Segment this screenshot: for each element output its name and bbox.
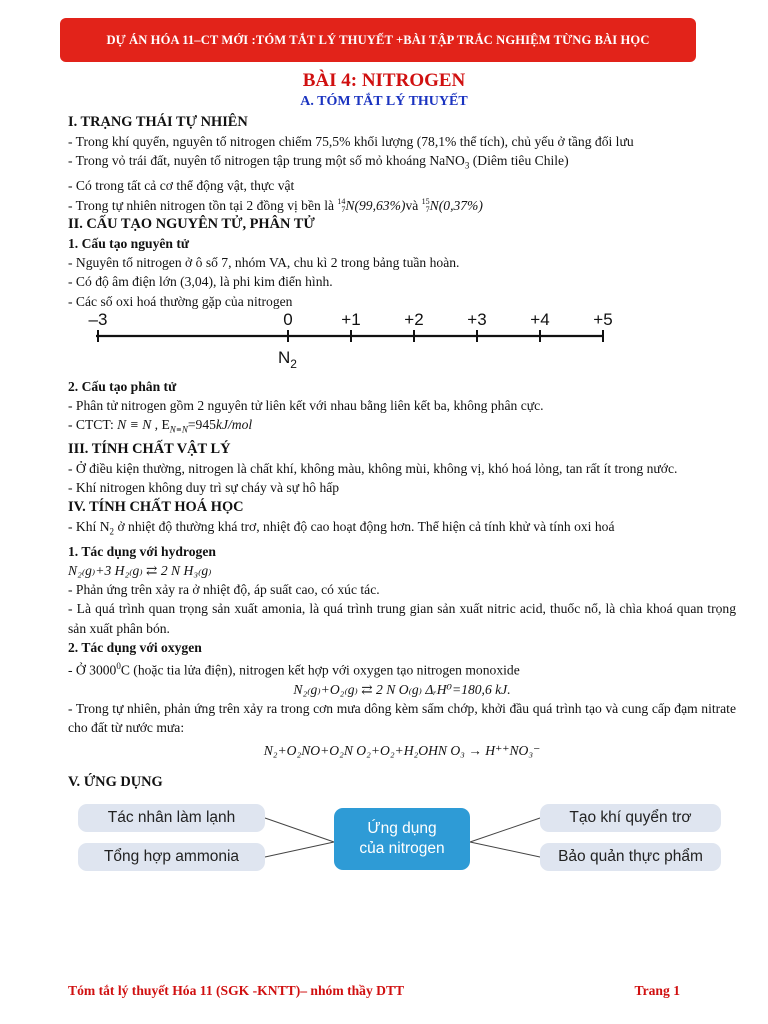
equation-ammonia: N₂₍g₎+3 H₂₍g₎ ⇄ 2 N H₃₍g₎ bbox=[68, 563, 212, 579]
paragraph: - Là quá trình quan trọng sản xuất amonia, là quá trình trung gian sản xuất nitric acid, thuốc nổ, là chìa khoá quan trọng sản xuất phân bón. bbox=[68, 601, 736, 636]
page-footer bbox=[68, 983, 680, 999]
n2-label: $N_2$ bbox=[278, 347, 297, 371]
paragraph: - Trong khí quyển, nguyên tố nitrogen chiếm 75,5% khối lượng (78,1% thể tích), chủ yếu ở tầng đối lưu bbox=[68, 134, 634, 150]
paragraph-structural-formula: - CTCT: N ≡ N , $E_{N\equiv N}=945kJ$/mol bbox=[68, 417, 253, 435]
oxidation-state-label: +2 bbox=[404, 312, 424, 329]
oxidation-state-label: –3 bbox=[88, 312, 108, 329]
oxidation-state-label: +1 bbox=[341, 312, 361, 329]
paragraph: - Có trong tất cả cơ thể động vật, thực vật bbox=[68, 178, 295, 194]
app-box-inert-atmosphere: Tạo khí quyển trơ bbox=[540, 804, 721, 832]
section-heading-structure: II. CẤU TẠO NGUYÊN TỬ, PHÂN TỬ bbox=[68, 215, 315, 232]
section-heading-chemical: IV. TÍNH CHẤT HOÁ HỌC bbox=[68, 498, 244, 515]
section-heading-applications: V. ỨNG DỤNG bbox=[68, 773, 163, 790]
section-heading-natural-state: I. TRẠNG THÁI TỰ NHIÊN bbox=[68, 114, 248, 130]
subheading-oxygen: 2. Tác dụng với oxygen bbox=[68, 639, 202, 655]
equation-nitrate: N₂+O₂NO+O₂N O₂+O₂+H₂OHN O₃ → H⁺⁺NO₃⁻ bbox=[263, 743, 541, 759]
document-body bbox=[68, 113, 736, 880]
oxidation-state-label: +4 bbox=[530, 312, 550, 329]
footer-page-number: Trang 1 bbox=[634, 983, 680, 998]
app-center-box bbox=[334, 808, 470, 870]
subheading-molecule: 2. Cấu tạo phân tử bbox=[68, 378, 177, 394]
paragraph: - Khí $N_2$ ở nhiệt độ thường khá trơ, nhiệt độ cao hoạt động hơn. Thể hiện cả tính khử và tính oxi hoá bbox=[68, 518, 615, 537]
applications-diagram bbox=[68, 798, 736, 880]
footer-left: Tóm tắt lý thuyết Hóa 11 (SGK -KNTT)– nhóm thầy DTT bbox=[68, 983, 405, 998]
paragraph: - Trong vỏ trái đất, nuyên tố nitrogen tập trung một số mỏ khoáng NaNO$_3$ (Diêm tiêu Chile) bbox=[68, 153, 569, 172]
paragraph: - Ở điều kiện thường, nitrogen là chất khí, không màu, không mùi, không vị, khó hoá lỏng, tan rất ít trong nước. bbox=[68, 461, 678, 477]
paragraph: - Phân tử nitrogen gồm 2 nguyên tử liên kết với nhau bằng liên kết ba, không phân cực. bbox=[68, 397, 544, 413]
header-banner: DỰ ÁN HÓA 11–CT MỚI :TÓM TẮT LÝ THUYẾT +BÀI TẬP TRẮC NGHIỆM TỪNG BÀI HỌC bbox=[60, 18, 696, 62]
subheading-hydrogen: 1. Tác dụng với hydrogen bbox=[68, 543, 216, 559]
oxidation-number-line bbox=[68, 313, 736, 371]
page-title: BÀI 4: NITROGEN bbox=[302, 70, 466, 91]
paragraph: - Phản ứng trên xảy ra ở nhiệt độ, áp suất cao, có xúc tác. bbox=[68, 582, 380, 598]
paragraph: - Ở 3000$^0$C (hoặc tia lửa điện), nitrogen kết hợp với oxygen tạo nitrogen monoxide bbox=[68, 661, 520, 678]
center-line-1: Ứng dụng bbox=[367, 819, 437, 837]
paragraph: - Các số oxi hoá thường gặp của nitrogen bbox=[68, 293, 293, 309]
app-box-refrigerant: Tác nhân làm lạnh bbox=[78, 804, 265, 832]
paragraph-isotopes: - Trong tự nhiên nitrogen tồn tại 2 đồng vị bền là 14 7N(99,63%)và 15 7N(0,37%) bbox=[68, 197, 483, 215]
paragraph: - Khí nitrogen không duy trì sự cháy và sự hô hấp bbox=[68, 480, 340, 496]
oxidation-state-label: +5 bbox=[593, 312, 613, 329]
oxidation-state-label: +3 bbox=[467, 312, 487, 329]
paragraph: - Nguyên tố nitrogen ở ô số 7, nhóm VA, chu kì 2 trong bảng tuần hoàn. bbox=[68, 255, 460, 271]
paragraph: - Có độ âm điện lớn (3,04), là phi kim điển hình. bbox=[68, 274, 333, 290]
center-line-2: của nitrogen bbox=[359, 839, 445, 857]
subheading-atom: 1. Cấu tạo nguyên tử bbox=[68, 235, 190, 251]
oxidation-number-line-svg bbox=[68, 313, 628, 371]
equation-no: N₂₍g₎+O₂₍g₎ ⇄ 2 N O₍g₎ ΔᵣH⁰=180,6 kJ. bbox=[293, 681, 511, 697]
oxidation-state-label: 0 bbox=[283, 312, 293, 329]
section-heading-physical: III. TÍNH CHẤT VẬT LÝ bbox=[68, 441, 231, 458]
paragraph: - Trong tự nhiên, phản ứng trên xảy ra trong cơn mưa dông kèm sấm chớp, khởi đầu quá trình tạo và cung cấp đạm nitrate cho đất từ nước mưa: bbox=[68, 700, 736, 736]
app-box-food-preservation: Bảo quản thực phẩm bbox=[540, 843, 721, 871]
app-box-ammonia: Tổng hợp ammonia bbox=[78, 843, 265, 871]
page-subtitle: A. TÓM TẮT LÝ THUYẾT bbox=[300, 94, 468, 109]
